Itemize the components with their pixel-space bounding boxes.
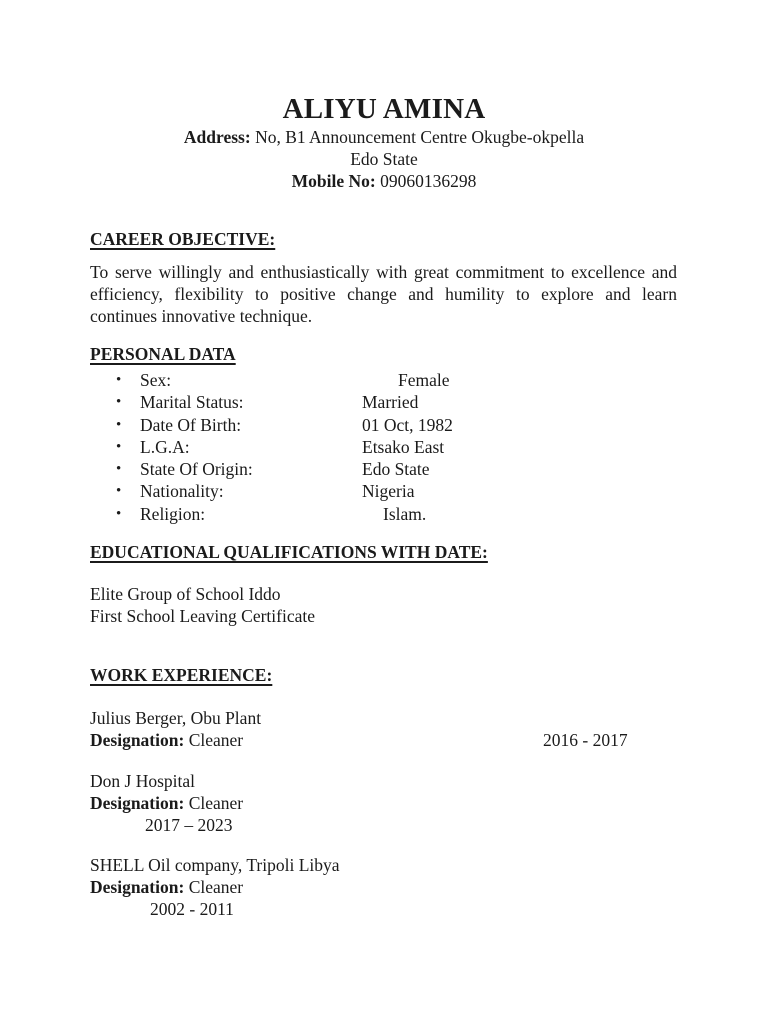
work-experience-heading: WORK EXPERIENCE: bbox=[90, 665, 273, 685]
address-label: Address: bbox=[183, 127, 251, 147]
job-designation-row bbox=[90, 729, 677, 751]
designation-value: Cleaner bbox=[188, 877, 244, 897]
objective-line-3: continues innovative technique. bbox=[90, 306, 313, 326]
personal-data-value: 01 Oct, 1982 bbox=[362, 414, 453, 435]
job-employer: Julius Berger, Obu Plant bbox=[90, 708, 262, 728]
mobile-label: Mobile No: bbox=[291, 171, 376, 191]
education-school: Elite Group of School Iddo bbox=[90, 584, 281, 604]
job-entry-don-j-hospital bbox=[90, 770, 677, 836]
personal-data-value: Female bbox=[398, 370, 450, 390]
personal-data-row-marital-status bbox=[90, 391, 677, 413]
personal-data-value: Nigeria bbox=[362, 481, 415, 502]
work-experience-section bbox=[90, 664, 677, 686]
bullet-icon: • bbox=[116, 483, 122, 500]
personal-data-label: Nationality: bbox=[140, 481, 224, 502]
personal-data-label: L.G.A: bbox=[140, 436, 190, 457]
personal-data-label: Date Of Birth: bbox=[140, 414, 242, 435]
personal-data-value: Married bbox=[362, 392, 419, 413]
personal-data-value: Edo State bbox=[362, 459, 430, 480]
personal-data-list bbox=[90, 369, 677, 525]
education-heading: EDUCATIONAL QUALIFICATIONS WITH DATE: bbox=[90, 542, 488, 562]
job-entry-shell-oil bbox=[90, 854, 677, 920]
personal-data-section bbox=[90, 343, 677, 525]
job-employer: Don J Hospital bbox=[90, 771, 195, 791]
designation-label: Designation: bbox=[90, 793, 185, 813]
bullet-icon: • bbox=[116, 505, 122, 522]
personal-data-value: Etsako East bbox=[362, 436, 445, 457]
job-designation-row bbox=[90, 792, 677, 814]
address-value: No, B1 Announcement Centre Okugbe-okpella bbox=[255, 127, 585, 147]
personal-data-value: Islam. bbox=[383, 503, 427, 524]
personal-data-row-sex bbox=[90, 369, 677, 391]
personal-data-label: Sex: bbox=[140, 370, 172, 390]
career-objective-body bbox=[90, 261, 677, 327]
bullet-icon: • bbox=[116, 394, 122, 411]
job-period: 2017 – 2023 bbox=[145, 815, 233, 835]
job-designation-row bbox=[90, 876, 677, 898]
mobile-value: 09060136298 bbox=[380, 171, 477, 191]
resume-header bbox=[0, 92, 768, 192]
designation-label: Designation: bbox=[90, 730, 185, 750]
address-line bbox=[0, 126, 768, 148]
objective-line-2: efficiency, flexibility to positive change and humility to explore and learn bbox=[90, 284, 677, 304]
personal-data-label: Religion: bbox=[140, 503, 206, 524]
bullet-icon: • bbox=[116, 438, 122, 455]
personal-data-row-state-of-origin bbox=[90, 458, 677, 480]
bullet-icon: • bbox=[116, 461, 122, 478]
address-line-2: Edo State bbox=[350, 149, 418, 169]
job-period: 2016 - 2017 bbox=[543, 730, 628, 750]
designation-label: Designation: bbox=[90, 877, 185, 897]
personal-data-row-date-of-birth bbox=[90, 414, 677, 436]
personal-data-row-lga bbox=[90, 436, 677, 458]
education-section bbox=[90, 541, 677, 627]
education-certificate: First School Leaving Certificate bbox=[90, 606, 316, 626]
personal-data-label: State Of Origin: bbox=[140, 459, 253, 480]
job-employer: SHELL Oil company, Tripoli Libya bbox=[90, 855, 340, 875]
personal-data-heading: PERSONAL DATA bbox=[90, 344, 236, 364]
career-objective-section bbox=[90, 228, 677, 327]
job-entry-julius-berger bbox=[90, 707, 677, 751]
education-lines bbox=[90, 583, 677, 627]
personal-data-row-religion bbox=[90, 503, 677, 525]
personal-data-row-nationality bbox=[90, 480, 677, 502]
bullet-icon: • bbox=[116, 416, 122, 433]
career-objective-heading: CAREER OBJECTIVE: bbox=[90, 229, 276, 249]
bullet-icon: • bbox=[116, 372, 122, 388]
designation-value: Cleaner bbox=[188, 793, 244, 813]
designation-value: Cleaner bbox=[188, 730, 244, 750]
objective-line-1: To serve willingly and enthusiastically with great commitment to excellence and bbox=[90, 262, 677, 282]
personal-data-label: Marital Status: bbox=[140, 392, 244, 413]
job-period: 2002 - 2011 bbox=[150, 899, 234, 919]
mobile-line bbox=[0, 170, 768, 192]
candidate-name: ALIYU AMINA bbox=[282, 93, 486, 125]
